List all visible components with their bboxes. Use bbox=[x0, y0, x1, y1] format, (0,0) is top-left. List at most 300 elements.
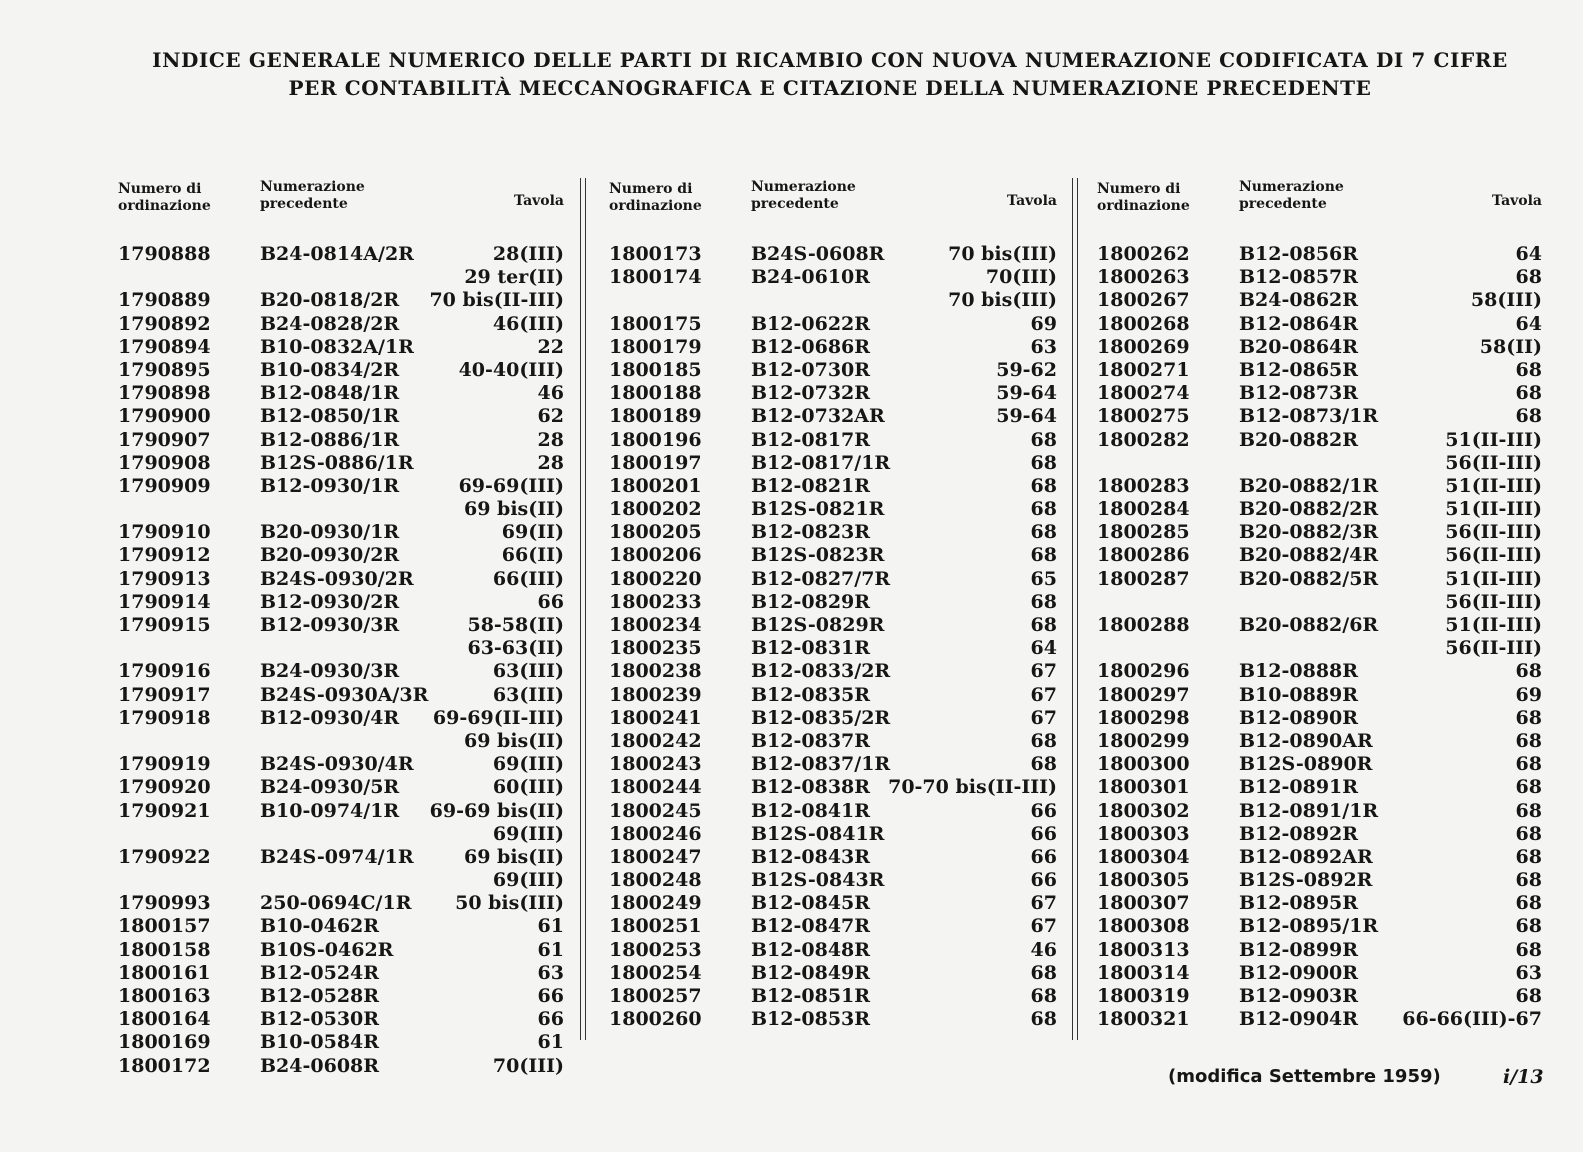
precedente-cell: B12-0835/2R bbox=[751, 706, 891, 729]
tavola-cell: 58(III) bbox=[1470, 289, 1542, 312]
numero-cell: 1800202 bbox=[609, 498, 702, 521]
tavola-cell: 50 bis(III) bbox=[455, 892, 564, 915]
numero-cell: 1790900 bbox=[118, 405, 211, 428]
numero-cell: 1790920 bbox=[118, 776, 211, 799]
tavola-cell: 69(III) bbox=[492, 822, 564, 845]
table-row bbox=[118, 359, 564, 382]
precedente-cell: B20-0930/1R bbox=[260, 521, 400, 544]
numero-cell: 1800300 bbox=[1097, 753, 1190, 776]
table-row bbox=[1097, 915, 1542, 938]
column-1 bbox=[118, 0, 564, 1152]
tavola-cell: 66 bbox=[1030, 845, 1057, 868]
numero-cell: 1790917 bbox=[118, 683, 211, 706]
table-row bbox=[609, 452, 1057, 475]
numero-cell: 1800262 bbox=[1097, 243, 1190, 265]
precedente-cell: B12-0904R bbox=[1239, 1008, 1359, 1031]
precedente-cell: B12-0821R bbox=[751, 474, 871, 497]
tavola-cell: 64 bbox=[1515, 312, 1542, 335]
numero-cell: 1800271 bbox=[1097, 358, 1190, 381]
precedente-cell: B12-0891/1R bbox=[1239, 799, 1379, 822]
column-3 bbox=[1097, 0, 1542, 1152]
numero-cell: 1800235 bbox=[609, 637, 702, 660]
tavola-cell: 69 bbox=[1515, 683, 1542, 706]
table-row bbox=[118, 336, 564, 359]
precedente-cell: B12-0853R bbox=[751, 1008, 871, 1031]
numero-cell: 1800169 bbox=[118, 1031, 211, 1054]
precedente-cell: B12-0930/2R bbox=[260, 590, 400, 613]
column-divider bbox=[1072, 178, 1078, 1040]
precedente-cell: B24-0862R bbox=[1239, 289, 1359, 312]
tavola-cell: 28(III) bbox=[492, 243, 564, 265]
precedente-cell: B10S-0462R bbox=[260, 938, 394, 961]
tavola-cell: 63 bbox=[537, 961, 564, 984]
table-row bbox=[1097, 730, 1542, 753]
tavola-cell: 51(II-III) bbox=[1445, 614, 1542, 636]
numero-cell: 1800263 bbox=[1097, 266, 1190, 289]
tavola-cell: 56(II-III) bbox=[1445, 521, 1542, 544]
numero-cell: 1800174 bbox=[609, 266, 702, 289]
table-row bbox=[1097, 289, 1542, 312]
table-row bbox=[609, 915, 1057, 938]
table-row bbox=[1097, 498, 1542, 521]
tavola-cell: 66 bbox=[537, 1008, 564, 1031]
tavola-cell: 63(III) bbox=[492, 660, 564, 683]
table-row bbox=[609, 1008, 1057, 1031]
table-row bbox=[1097, 753, 1542, 776]
tavola-cell: 68 bbox=[1515, 753, 1542, 776]
numero-cell: 1800298 bbox=[1097, 706, 1190, 729]
tavola-cell: 63-63(II) bbox=[467, 637, 564, 660]
tavola-cell: 70(III) bbox=[492, 1054, 564, 1077]
table-row bbox=[609, 939, 1057, 962]
table-row bbox=[609, 707, 1057, 730]
tavola-cell: 68 bbox=[1030, 544, 1057, 567]
table-row bbox=[609, 869, 1057, 892]
table-row bbox=[118, 1055, 564, 1078]
table-row bbox=[118, 266, 564, 289]
numero-cell: 1800188 bbox=[609, 382, 702, 405]
precedente-cell: B12-0890AR bbox=[1239, 729, 1373, 752]
precedente-cell: B20-0930/2R bbox=[260, 544, 400, 567]
numero-cell: 1790913 bbox=[118, 567, 211, 590]
precedente-cell: B12-0817/1R bbox=[751, 451, 891, 474]
numero-cell: 1800302 bbox=[1097, 799, 1190, 822]
numero-cell: 1800248 bbox=[609, 869, 702, 892]
table-row bbox=[1097, 985, 1542, 1008]
tavola-cell: 51(II-III) bbox=[1445, 428, 1542, 451]
tavola-cell: 59-64 bbox=[996, 382, 1057, 405]
tavola-cell: 69(III) bbox=[492, 753, 564, 776]
numero-cell: 1800307 bbox=[1097, 892, 1190, 915]
table-row bbox=[1097, 266, 1542, 289]
table-row bbox=[118, 985, 564, 1008]
precedente-cell: B12-0899R bbox=[1239, 938, 1359, 961]
tavola-cell: 68 bbox=[1030, 753, 1057, 776]
precedente-cell: B12-0827/7R bbox=[751, 567, 891, 590]
table-row bbox=[118, 684, 564, 707]
table-row bbox=[609, 429, 1057, 452]
table-row bbox=[118, 915, 564, 938]
tavola-cell: 69 bbox=[1030, 312, 1057, 335]
numero-cell: 1800283 bbox=[1097, 474, 1190, 497]
tavola-cell: 51(II-III) bbox=[1445, 567, 1542, 590]
precedente-cell: B12-0892R bbox=[1239, 822, 1359, 845]
table-row bbox=[609, 753, 1057, 776]
numero-cell: 1800164 bbox=[118, 1008, 211, 1031]
numero-cell: 1800301 bbox=[1097, 776, 1190, 799]
precedente-cell: B24-0828/2R bbox=[260, 312, 400, 335]
numero-cell: 1790921 bbox=[118, 799, 211, 822]
table-row bbox=[609, 266, 1057, 289]
precedente-cell: B20-0882/5R bbox=[1239, 567, 1379, 590]
numero-cell: 1800205 bbox=[609, 521, 702, 544]
table-row bbox=[609, 568, 1057, 591]
header-numero: Numero di ordinazione bbox=[609, 181, 702, 214]
table-row bbox=[609, 985, 1057, 1008]
tavola-cell: 51(II-III) bbox=[1445, 498, 1542, 521]
numero-cell: 1790909 bbox=[118, 474, 211, 497]
page-number: i/13 bbox=[1503, 1066, 1544, 1088]
numero-cell: 1800241 bbox=[609, 706, 702, 729]
precedente-cell: B10-0584R bbox=[260, 1031, 380, 1054]
precedente-cell: B20-0882R bbox=[1239, 428, 1359, 451]
tavola-cell: 59-64 bbox=[996, 405, 1057, 428]
tavola-cell: 70-70 bis(II-III) bbox=[888, 776, 1057, 799]
numero-cell: 1790922 bbox=[118, 845, 211, 868]
tavola-cell: 70 bis(II-III) bbox=[429, 289, 564, 312]
table-row bbox=[609, 591, 1057, 614]
numero-cell: 1800319 bbox=[1097, 985, 1190, 1007]
numero-cell: 1790915 bbox=[118, 614, 211, 636]
precedente-cell: B24-0930/3R bbox=[260, 660, 400, 683]
numero-cell: 1800274 bbox=[1097, 382, 1190, 405]
tavola-cell: 63 bbox=[1515, 961, 1542, 984]
tavola-cell: 68 bbox=[1030, 1008, 1057, 1031]
tavola-cell: 68 bbox=[1515, 869, 1542, 892]
numero-cell: 1790888 bbox=[118, 243, 211, 265]
table-row bbox=[1097, 382, 1542, 405]
precedente-cell: B20-0882/2R bbox=[1239, 498, 1379, 521]
tavola-cell: 51(II-III) bbox=[1445, 474, 1542, 497]
table-row bbox=[118, 498, 564, 521]
precedente-cell: B12-0850/1R bbox=[260, 405, 400, 428]
numero-cell: 1800269 bbox=[1097, 335, 1190, 358]
table-row bbox=[609, 962, 1057, 985]
tavola-cell: 61 bbox=[537, 915, 564, 938]
numero-cell: 1800288 bbox=[1097, 614, 1190, 636]
numero-cell: 1800275 bbox=[1097, 405, 1190, 428]
tavola-cell: 66 bbox=[537, 985, 564, 1007]
table-row bbox=[118, 939, 564, 962]
table-row bbox=[609, 498, 1057, 521]
precedente-cell: B10-0834/2R bbox=[260, 358, 400, 381]
numero-cell: 1790907 bbox=[118, 428, 211, 451]
numero-cell: 1800268 bbox=[1097, 312, 1190, 335]
tavola-cell: 68 bbox=[1030, 498, 1057, 521]
precedente-cell: B12S-0841R bbox=[751, 822, 885, 845]
table-row bbox=[609, 243, 1057, 266]
precedente-cell: B12-0903R bbox=[1239, 985, 1359, 1007]
precedente-cell: B12-0732AR bbox=[751, 405, 885, 428]
tavola-cell: 64 bbox=[1515, 243, 1542, 265]
precedente-cell: B24-0610R bbox=[751, 266, 871, 289]
table-row bbox=[609, 846, 1057, 869]
table-row bbox=[118, 962, 564, 985]
precedente-cell: B12-0622R bbox=[751, 312, 871, 335]
table-row bbox=[118, 243, 564, 266]
tavola-cell: 40-40(III) bbox=[458, 358, 564, 381]
table-row bbox=[1097, 660, 1542, 683]
table-row bbox=[609, 359, 1057, 382]
numero-cell: 1790894 bbox=[118, 335, 211, 358]
table-row bbox=[1097, 614, 1542, 637]
table-row bbox=[1097, 475, 1542, 498]
tavola-cell: 62 bbox=[537, 405, 564, 428]
precedente-cell: B12-0837R bbox=[751, 729, 871, 752]
table-row bbox=[1097, 336, 1542, 359]
precedente-cell: 250-0694C/1R bbox=[260, 892, 412, 915]
precedente-cell: B12S-0823R bbox=[751, 544, 885, 567]
table-row bbox=[1097, 684, 1542, 707]
precedente-cell: B12-0835R bbox=[751, 683, 871, 706]
tavola-cell: 67 bbox=[1030, 683, 1057, 706]
table-row bbox=[609, 776, 1057, 799]
precedente-cell: B24S-0930/4R bbox=[260, 753, 414, 776]
tavola-cell: 69(III) bbox=[492, 869, 564, 892]
precedente-cell: B12-0848/1R bbox=[260, 382, 400, 405]
numero-cell: 1800282 bbox=[1097, 428, 1190, 451]
precedente-cell: B12-0873/1R bbox=[1239, 405, 1379, 428]
tavola-cell: 68 bbox=[1030, 961, 1057, 984]
numero-cell: 1800239 bbox=[609, 683, 702, 706]
precedente-cell: B24-0608R bbox=[260, 1054, 380, 1077]
tavola-cell: 65 bbox=[1030, 567, 1057, 590]
numero-cell: 1800267 bbox=[1097, 289, 1190, 312]
tavola-cell: 66 bbox=[1030, 799, 1057, 822]
numero-cell: 1800260 bbox=[609, 1008, 702, 1031]
precedente-cell: B24S-0930/2R bbox=[260, 567, 414, 590]
header-precedente: Numerazione precedente bbox=[260, 179, 365, 212]
numero-cell: 1800297 bbox=[1097, 683, 1190, 706]
numero-cell: 1790916 bbox=[118, 660, 211, 683]
precedente-cell: B12-0851R bbox=[751, 985, 871, 1007]
precedente-cell: B12-0831R bbox=[751, 637, 871, 660]
table-row bbox=[118, 637, 564, 660]
header-tavola: Tavola bbox=[1491, 193, 1542, 209]
numero-cell: 1800245 bbox=[609, 799, 702, 822]
table-row bbox=[118, 382, 564, 405]
table-row bbox=[1097, 707, 1542, 730]
precedente-cell: B12-0823R bbox=[751, 521, 871, 544]
numero-cell: 1800175 bbox=[609, 312, 702, 335]
tavola-cell: 46(III) bbox=[492, 312, 564, 335]
table-row bbox=[609, 289, 1057, 312]
table-row bbox=[118, 869, 564, 892]
tavola-cell: 68 bbox=[1515, 706, 1542, 729]
numero-cell: 1800206 bbox=[609, 544, 702, 567]
table-row bbox=[1097, 429, 1542, 452]
rows-column-2 bbox=[609, 243, 1057, 1031]
table-row bbox=[1097, 846, 1542, 869]
tavola-cell: 68 bbox=[1030, 451, 1057, 474]
table-row bbox=[118, 289, 564, 312]
table-row bbox=[118, 1008, 564, 1031]
table-row bbox=[609, 544, 1057, 567]
table-row bbox=[1097, 823, 1542, 846]
numero-cell: 1800247 bbox=[609, 845, 702, 868]
tavola-cell: 69(II) bbox=[501, 521, 564, 544]
precedente-cell: B24-0814A/2R bbox=[260, 243, 414, 265]
tavola-cell: 68 bbox=[1515, 822, 1542, 845]
precedente-cell: B12-0848R bbox=[751, 938, 871, 961]
numero-cell: 1800305 bbox=[1097, 869, 1190, 892]
precedente-cell: B12-0817R bbox=[751, 428, 871, 451]
numero-cell: 1800158 bbox=[118, 938, 211, 961]
table-row bbox=[609, 823, 1057, 846]
tavola-cell: 64 bbox=[1030, 637, 1057, 660]
modification-note: (modifica Settembre 1959) bbox=[1168, 1066, 1441, 1087]
table-row bbox=[118, 660, 564, 683]
page-title-line1: INDICE GENERALE NUMERICO DELLE PARTI DI RICAMBIO CON NUOVA NUMERAZIONE CODIFICATA DI 7 CIFRE bbox=[152, 48, 1508, 72]
numero-cell: 1800201 bbox=[609, 474, 702, 497]
numero-cell: 1800197 bbox=[609, 451, 702, 474]
tavola-cell: 56(II-III) bbox=[1445, 451, 1542, 474]
numero-cell: 1790918 bbox=[118, 706, 211, 729]
precedente-cell: B12-0849R bbox=[751, 961, 871, 984]
tavola-cell: 68 bbox=[1030, 590, 1057, 613]
numero-cell: 1800284 bbox=[1097, 498, 1190, 521]
tavola-cell: 68 bbox=[1515, 892, 1542, 915]
table-row bbox=[609, 614, 1057, 637]
numero-cell: 1800249 bbox=[609, 892, 702, 915]
tavola-cell: 68 bbox=[1515, 266, 1542, 289]
numero-cell: 1800163 bbox=[118, 985, 211, 1007]
table-row bbox=[1097, 243, 1542, 266]
header-tavola: Tavola bbox=[1006, 193, 1057, 209]
precedente-cell: B12S-0886/1R bbox=[260, 451, 414, 474]
numero-cell: 1800189 bbox=[609, 405, 702, 428]
table-row bbox=[118, 614, 564, 637]
tavola-cell: 68 bbox=[1515, 915, 1542, 938]
tavola-cell: 59-62 bbox=[996, 358, 1057, 381]
tavola-cell: 70(III) bbox=[985, 266, 1057, 289]
tavola-cell: 68 bbox=[1030, 428, 1057, 451]
precedente-cell: B12-0900R bbox=[1239, 961, 1359, 984]
tavola-cell: 70 bis(III) bbox=[948, 243, 1057, 265]
precedente-cell: B12-0886/1R bbox=[260, 428, 400, 451]
precedente-cell: B12-0873R bbox=[1239, 382, 1359, 405]
numero-cell: 1800287 bbox=[1097, 567, 1190, 590]
precedente-cell: B12-0732R bbox=[751, 382, 871, 405]
tavola-cell: 69-69(II-III) bbox=[432, 706, 564, 729]
table-row bbox=[1097, 452, 1542, 475]
tavola-cell: 69 bis(II) bbox=[463, 845, 564, 868]
tavola-cell: 68 bbox=[1515, 729, 1542, 752]
precedente-cell: B12-0891R bbox=[1239, 776, 1359, 799]
numero-cell: 1790889 bbox=[118, 289, 211, 312]
tavola-cell: 68 bbox=[1030, 474, 1057, 497]
table-row bbox=[118, 846, 564, 869]
table-row bbox=[1097, 637, 1542, 660]
numero-cell: 1790908 bbox=[118, 451, 211, 474]
table-row bbox=[118, 475, 564, 498]
table-row bbox=[118, 892, 564, 915]
table-row bbox=[609, 660, 1057, 683]
precedente-cell: B12S-0821R bbox=[751, 498, 885, 521]
precedente-cell: B10-0889R bbox=[1239, 683, 1359, 706]
numero-cell: 1800233 bbox=[609, 590, 702, 613]
numero-cell: 1800172 bbox=[118, 1054, 211, 1077]
tavola-cell: 29 ter(II) bbox=[464, 266, 564, 289]
numero-cell: 1800296 bbox=[1097, 660, 1190, 683]
numero-cell: 1790993 bbox=[118, 892, 211, 915]
precedente-cell: B20-0818/2R bbox=[260, 289, 400, 312]
table-row bbox=[609, 313, 1057, 336]
table-row bbox=[1097, 1008, 1542, 1031]
precedente-cell: B20-0882/6R bbox=[1239, 614, 1379, 636]
numero-cell: 1790898 bbox=[118, 382, 211, 405]
precedente-cell: B12-0865R bbox=[1239, 358, 1359, 381]
precedente-cell: B24-0930/5R bbox=[260, 776, 400, 799]
tavola-cell: 68 bbox=[1515, 358, 1542, 381]
numero-cell: 1800161 bbox=[118, 961, 211, 984]
numero-cell: 1790892 bbox=[118, 312, 211, 335]
header-precedente: Numerazione precedente bbox=[1239, 179, 1344, 212]
numero-cell: 1800254 bbox=[609, 961, 702, 984]
tavola-cell: 68 bbox=[1030, 521, 1057, 544]
numero-cell: 1800196 bbox=[609, 428, 702, 451]
precedente-cell: B12-0845R bbox=[751, 892, 871, 915]
table-row bbox=[609, 800, 1057, 823]
precedente-cell: B10-0974/1R bbox=[260, 799, 400, 822]
tavola-cell: 69 bis(II) bbox=[463, 498, 564, 521]
table-row bbox=[609, 892, 1057, 915]
precedente-cell: B24S-0930A/3R bbox=[260, 683, 429, 706]
table-row bbox=[609, 730, 1057, 753]
tavola-cell: 56(II-III) bbox=[1445, 637, 1542, 660]
precedente-cell: B12-0843R bbox=[751, 845, 871, 868]
precedente-cell: B12-0895R bbox=[1239, 892, 1359, 915]
precedente-cell: B12-0530R bbox=[260, 1008, 380, 1031]
table-row bbox=[1097, 869, 1542, 892]
table-row bbox=[118, 521, 564, 544]
numero-cell: 1800257 bbox=[609, 985, 702, 1007]
numero-cell: 1800243 bbox=[609, 753, 702, 776]
precedente-cell: B12-0833/2R bbox=[751, 660, 891, 683]
numero-cell: 1790914 bbox=[118, 590, 211, 613]
tavola-cell: 69-69 bis(II) bbox=[429, 799, 564, 822]
precedente-cell: B12-0838R bbox=[751, 776, 871, 799]
tavola-cell: 66(II) bbox=[501, 544, 564, 567]
tavola-cell: 66 bbox=[1030, 869, 1057, 892]
table-row bbox=[118, 452, 564, 475]
tavola-cell: 58-58(II) bbox=[467, 614, 564, 636]
precedente-cell: B12-0686R bbox=[751, 335, 871, 358]
tavola-cell: 68 bbox=[1515, 776, 1542, 799]
tavola-cell: 68 bbox=[1515, 985, 1542, 1007]
tavola-cell: 68 bbox=[1515, 660, 1542, 683]
precedente-cell: B12-0829R bbox=[751, 590, 871, 613]
table-row bbox=[1097, 892, 1542, 915]
numero-cell: 1800238 bbox=[609, 660, 702, 683]
tavola-cell: 63 bbox=[1030, 335, 1057, 358]
numero-cell: 1790895 bbox=[118, 358, 211, 381]
table-row bbox=[1097, 800, 1542, 823]
tavola-cell: 61 bbox=[537, 938, 564, 961]
tavola-cell: 68 bbox=[1515, 845, 1542, 868]
table-row bbox=[1097, 521, 1542, 544]
table-row bbox=[1097, 591, 1542, 614]
